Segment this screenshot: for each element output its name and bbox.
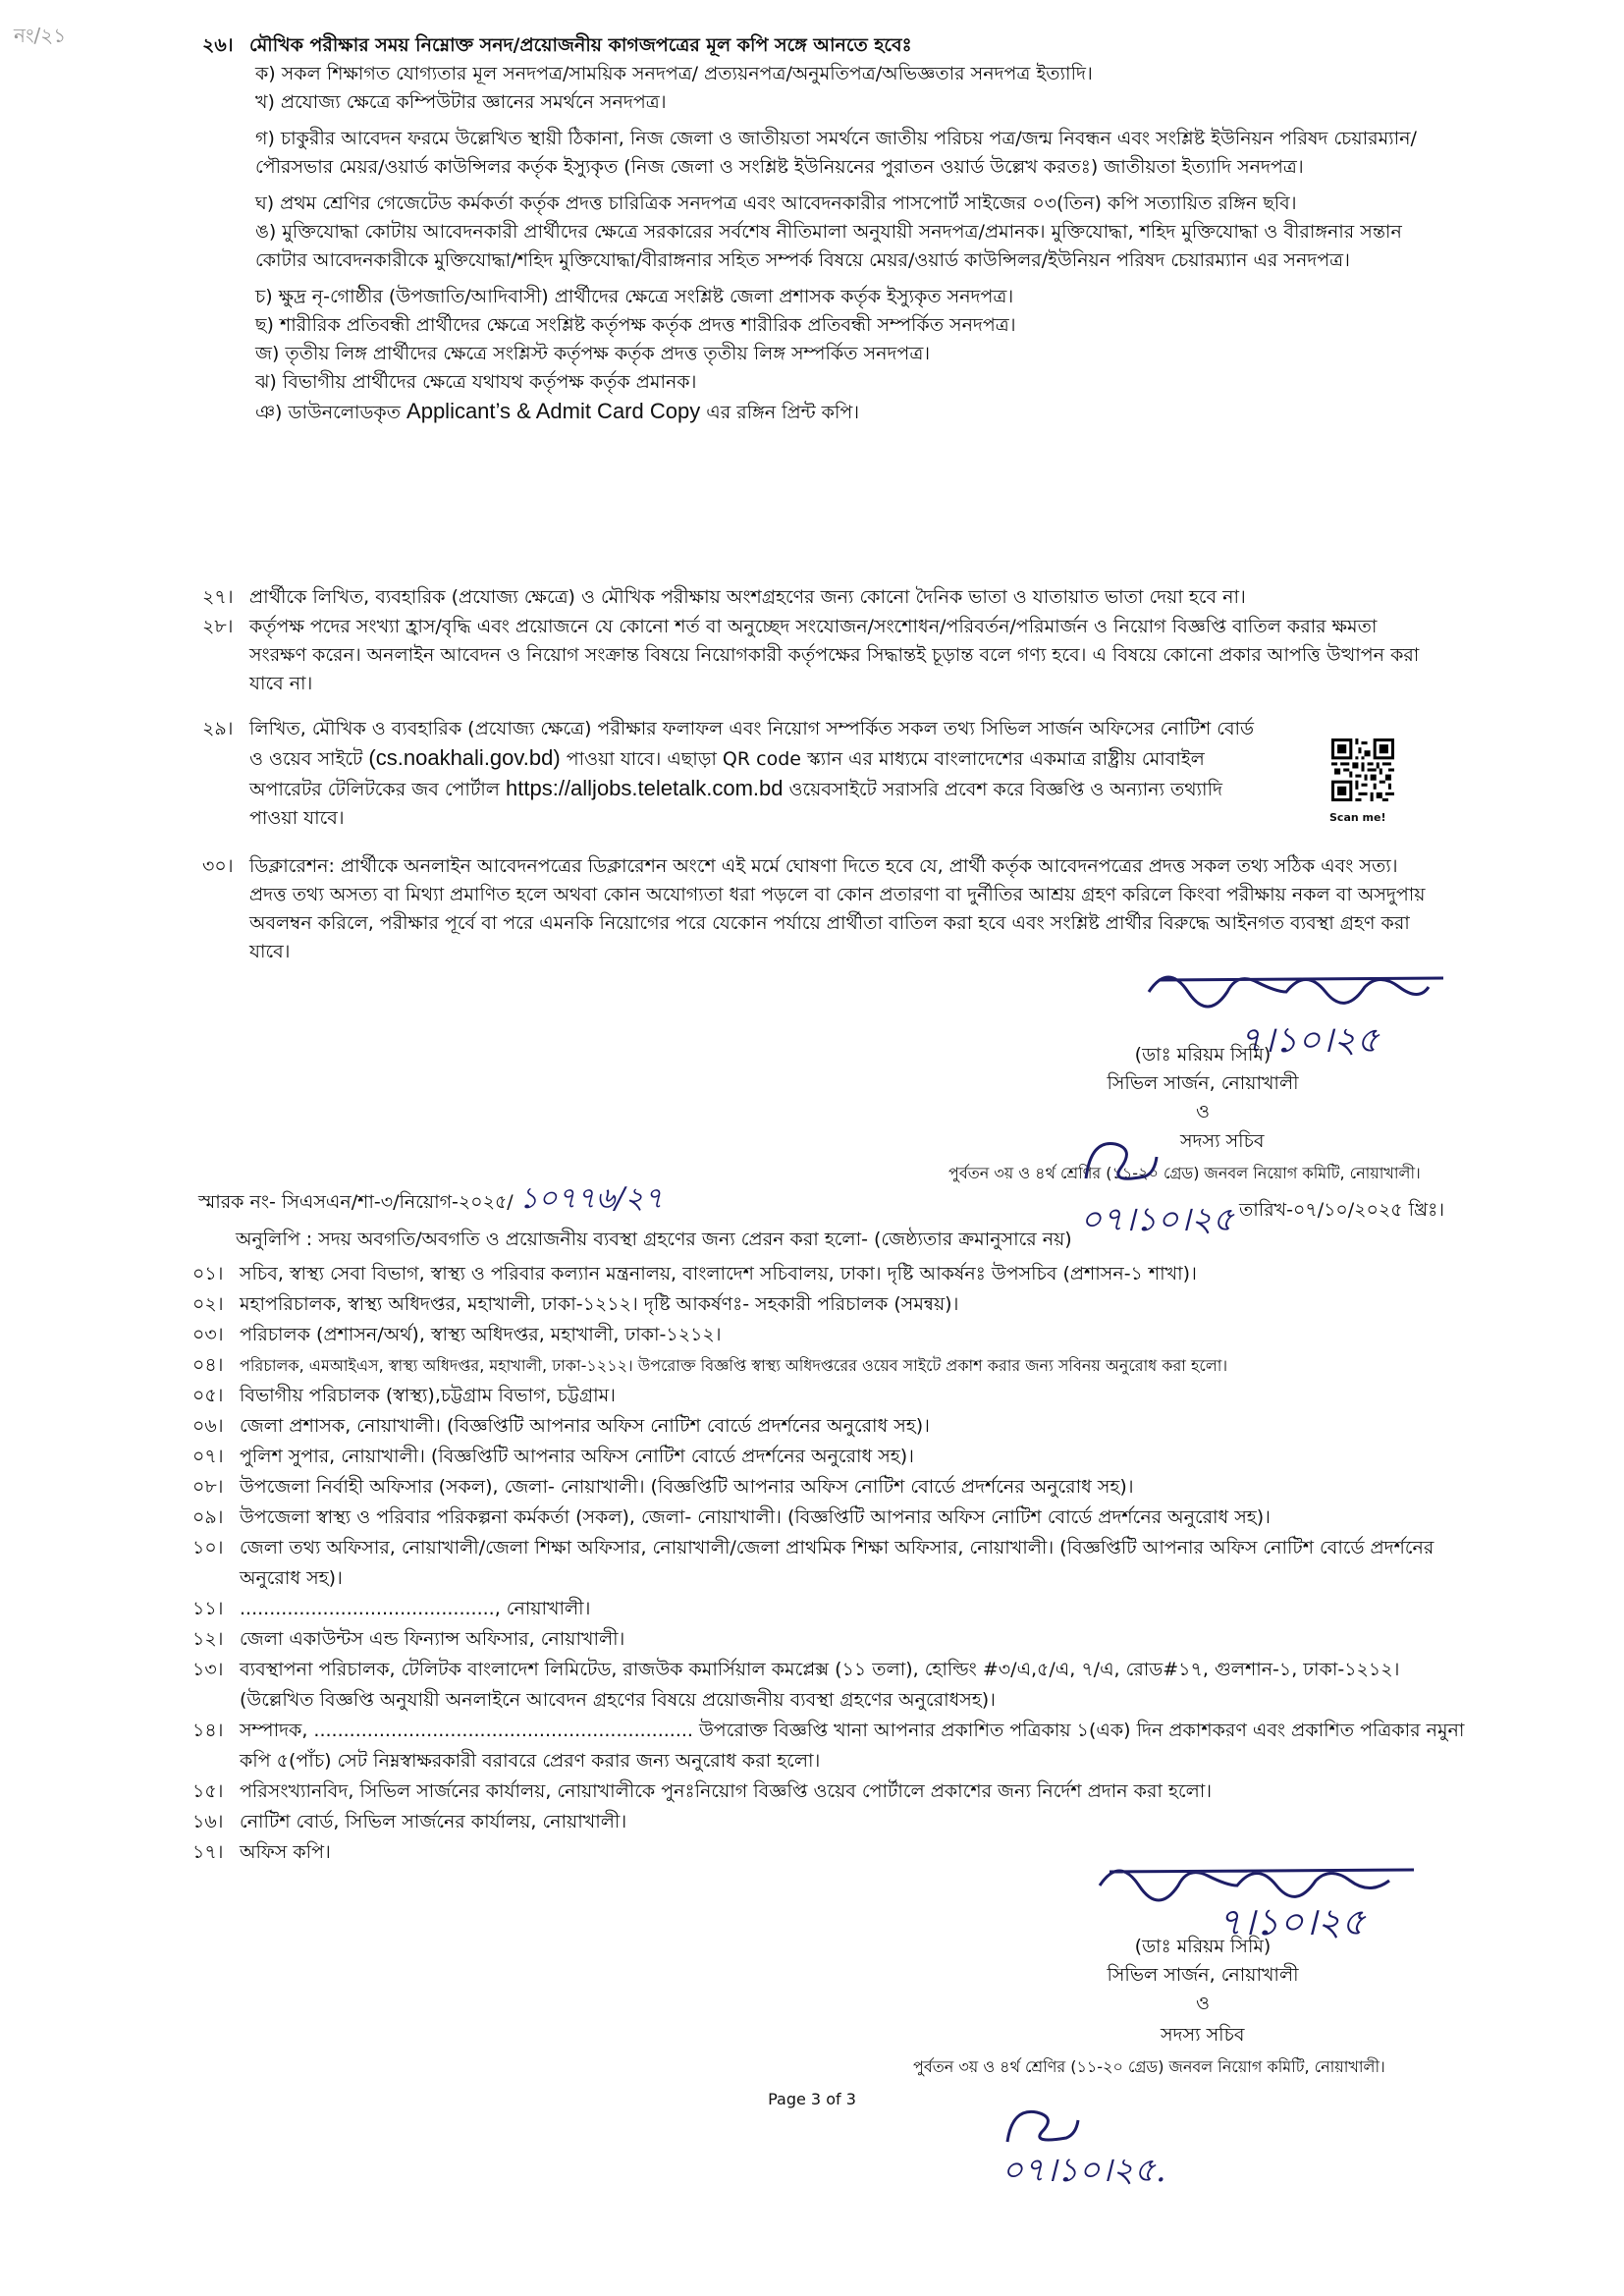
list-item xyxy=(192,1442,1469,1472)
qr-caption: Scan me! xyxy=(1329,811,1386,824)
list-item-number: ০৪। xyxy=(192,1354,224,1376)
item-26 xyxy=(202,31,1439,427)
item-number: ২৭। xyxy=(202,586,234,608)
list-item-text: অফিস কপি। xyxy=(240,1841,331,1863)
item-number: ৩০। xyxy=(202,855,234,877)
item-29 xyxy=(202,715,1272,833)
signatory-committee-1: পুর্বতন ৩য় ও ৪র্থ শ্রেণির (১১-২০ গ্রেড) জনবল নিয়োগ কমিটি, নোয়াখালী। xyxy=(948,1164,1421,1182)
list-item-text: জেলা একাউন্টস এন্ড ফিন্যান্স অফিসার, নোয়াখালী। xyxy=(240,1628,625,1650)
list-item-text: পরিসংখ্যানবিদ, সিভিল সার্জনের কার্যালয়, নোয়াখালীকে পুনঃনিয়োগ বিজ্ঞপ্তি ওয়েব পোর্টালে প্রকাশের জন্য নির্দেশ প্রদান করা হলো। xyxy=(240,1780,1213,1802)
item-text xyxy=(249,715,1272,833)
list-item-number: ০৭। xyxy=(192,1446,224,1467)
initial-signature-1 xyxy=(1076,1129,1164,1198)
list-item-number: ০১। xyxy=(192,1263,224,1285)
item-text: ডিক্লারেশন: প্রার্থীকে অনলাইন আবেদনপত্রের ডিক্লারেশন অংশে এই মর্মে ঘোষণা দিতে হবে যে, প্রার্থী কর্তৃক আবেদনপত্রের প্রদত্ত সকল তথ্য সঠিক এবং সত্য। প্রদত্ত তথ্য অসত্য বা মিথ্যা প্রমাণিত হলে অথবা কোন অযোগ্যতা ধরা পড়লে বা কোন প্রতারণা বা দুর্নীতির আশ্রয় গ্রহণ করিলে কিংবা পরীক্ষায় নকল বা অসদুপায় অবলম্বন করিলে, পরীক্ষার পূর্বে বা পরে এমনকি নিয়োগের পরে যেকোন পর্যায়ে প্রার্থীতা বাতিল করা হবে এবং সংশ্লিষ্ট প্রার্থীর বিরুদ্ধে আইনগত ব্যবস্থা গ্রহণ করা যাবে। xyxy=(249,855,1426,962)
sub-item: ঙ) মুক্তিযোদ্ধা কোটায় আবেদনকারী প্রার্থীদের ক্ষেত্রে সরকারের সর্বশেষ নীতিমালা অনুযায়ী সনদপত্র/প্রমানক। মুক্তিযোদ্ধা, শহিদ মুক্তিযোদ্ধা ও বীরাঙ্গনার সন্তান কোটার আবেদনকারীকে মুক্তিযোদ্ধা/শহিদ মুক্তিযোদ্ধা/বীরাঙ্গনার সহিত সম্পর্ক বিষয়ে মেয়র/ওয়ার্ড কাউন্সিলর/ইউনিয়ন পরিষদ চেয়ারম্যান এর সনদপত্র। xyxy=(255,221,1402,271)
copy-intro: অনুলিপি : সদয় অবগতি/অবগতি ও প্রয়োজনীয় ব্যবস্থা গ্রহণের জন্য প্রেরন করা হলো- (জেষ্ঠ্যতার ক্রমানুসারে নয়) xyxy=(236,1229,1072,1250)
teletalk-jobs-link[interactable]: https://alljobs.teletalk.com.bd xyxy=(506,776,784,800)
sub-item: খ) প্রযোজ্য ক্ষেত্রে কম্পিউটার জ্ঞানের সমর্থনে সনদপত্র। xyxy=(255,91,667,113)
list-item xyxy=(192,1411,1469,1442)
applicant-admit-card-text: Applicant’s & Admit Card Copy xyxy=(406,399,701,423)
list-item xyxy=(192,1503,1469,1533)
list-item xyxy=(192,1777,1469,1807)
signatory-role-2: সদস্য সচিব xyxy=(1161,2024,1245,2046)
list-item xyxy=(192,1472,1469,1503)
item-27 xyxy=(202,583,1439,612)
signature-1-date: ৭।১০।২৫ xyxy=(1239,1020,1380,1061)
list-item xyxy=(192,1716,1469,1777)
list-item-number: ১৪। xyxy=(192,1720,224,1741)
sub-item: ঘ) প্রথম শ্রেণির গেজেটেড কর্মকর্তা কর্তৃক প্রদত্ত চারিত্রিক সনদপত্র এবং আবেদনকারীর পাসপোর্ট সাইজের ০৩(তিন) কপি সত্যায়িত রঙ্গিন ছবি। xyxy=(255,192,1297,214)
sub-item xyxy=(202,397,1439,427)
memo-reference-text: স্মারক নং- সিএসএন/শা-৩/নিয়োগ-২০২৫/ xyxy=(198,1191,514,1213)
list-item-text: বিভাগীয় পরিচালক (স্বাস্থ্য),চট্টগ্রাম বিভাগ, চট্টগ্রাম। xyxy=(240,1385,616,1406)
sub-item: ক) সকল শিক্ষাগত যোগ্যতার মূল সনদপত্র/সাময়িক সনদপত্র/ প্রত্যয়নপত্র/অনুমতিপত্র/অভিজ্ঞতার সনদপত্র ইত্যাদি। xyxy=(255,63,1093,84)
list-item-text: মহাপরিচালক, স্বাস্থ্য অধিদপ্তর, মহাখালী, ঢাকা-১২১২। দৃষ্টি আকর্ষণঃ- সহকারী পরিচালক (সমন্বয়)। xyxy=(240,1293,959,1315)
qr-code-icon[interactable] xyxy=(1331,738,1394,801)
list-item xyxy=(192,1259,1469,1289)
sub-item: ছ) শারীরিক প্রতিবন্ধী প্রার্থীদের ক্ষেত্রে সংশ্লিষ্ট কর্তৃপক্ষ কর্তৃক প্রদত্ত শারীরিক প্রতিবন্ধী সম্পর্কিত সনদপত্র। xyxy=(255,314,1016,336)
item-text-c: ওয়েবসাইটে সরাসরি প্রবেশ করে বিজ্ঞপ্তি ও অন্যান্য তথ্যাদি পাওয়া যাবে। xyxy=(249,779,1222,829)
item-heading: মৌখিক পরীক্ষার সময় নিম্নোক্ত সনদ/প্রয়োজনীয় কাগজপত্রের মূল কপি সঙ্গে আনতে হবেঃ xyxy=(249,34,912,56)
list-item xyxy=(192,1350,1469,1381)
signatory-committee-2: পুর্বতন ৩য় ও ৪র্থ শ্রেণির (১১-২০ গ্রেড) জনবল নিয়োগ কমিটি, নোয়াখালী। xyxy=(913,2057,1385,2076)
initial-date-2: ০৭।১০।২৫. xyxy=(1001,2151,1166,2190)
list-item-text: পরিচালক (প্রশাসন/অর্থ), স্বাস্থ্য অধিদপ্তর, মহাখালী, ঢাকা-১২১২। xyxy=(240,1324,722,1345)
list-item-text: উপজেলা স্বাস্থ্য ও পরিবার পরিকল্পনা কর্মকর্তা (সকল), জেলা- নোয়াখালী। (বিজ্ঞপ্তিটি আপনার অফিস নোটিশ বোর্ডে প্রদর্শনের অনুরোধ সহ)। xyxy=(240,1506,1271,1528)
list-item-number: ১০। xyxy=(192,1537,224,1558)
signatory-and: ও xyxy=(1196,1101,1210,1122)
item-number: ২৯। xyxy=(202,718,234,739)
list-item-number: ১৩। xyxy=(192,1659,224,1680)
list-item-number: ০৫। xyxy=(192,1385,224,1406)
list-item-text: সচিব, স্বাস্থ্য সেবা বিভাগ, স্বাস্থ্য ও পরিবার কল্যান মন্ত্রনালয়, বাংলাদেশ সচিবালয়, ঢাকা। দৃষ্টি আকর্ষনঃ উপসচিব (প্রশাসন-১ শাখা)। xyxy=(240,1263,1197,1285)
list-item-number: ১৫। xyxy=(192,1780,224,1802)
signatory-role-1: সদস্য সচিব xyxy=(1180,1130,1265,1152)
list-item-text: জেলা প্রশাসক, নোয়াখালী। (বিজ্ঞপ্তিটি আপনার অফিস নোটিশ বোর্ডে প্রদর্শনের অনুরোধ সহ)। xyxy=(240,1415,930,1437)
list-item-number: ০৯। xyxy=(192,1506,224,1528)
memo-date: তারিখ-০৭/১০/২০২৫ খ্রিঃ। xyxy=(1239,1199,1445,1221)
memo-reference-handwritten: ১০৭৭৬/২৭ xyxy=(518,1181,664,1216)
item-text: প্রার্থীকে লিখিত, ব্যবহারিক (প্রযোজ্য ক্ষেত্রে) ও মৌখিক পরীক্ষায় অংশগ্রহণের জন্য কোনো দৈনিক ভাতা ও যাতায়াত ভাতা দেয়া হবে না। xyxy=(249,586,1246,608)
list-item xyxy=(192,1594,1469,1624)
list-item-number: ০২। xyxy=(192,1293,224,1315)
corner-stamp-mark: নং/২১ xyxy=(14,24,67,47)
list-item xyxy=(192,1624,1469,1655)
list-item-number: ১২। xyxy=(192,1628,224,1650)
list-item xyxy=(192,1807,1469,1837)
list-item xyxy=(192,1533,1469,1594)
item-number: ২৮। xyxy=(202,616,234,637)
item-text-a: লিখিত, মৌখিক ও ব্যবহারিক (প্রযোজ্য ক্ষেত্রে) পরীক্ষার ফলাফল এবং নিয়োগ সম্পর্কিত সকল তথ্য সিভিল সার্জন অফিসের নোটিশ বোর্ড ও ওয়েব সাইটে xyxy=(249,718,1255,770)
list-item-text: পরিচালক, এমআইএস, স্বাস্থ্য অধিদপ্তর, মহাখালী, ঢাকা-১২১২। উপরোক্ত বিজ্ঞপ্তি স্বাস্থ্য অধিদপ্তরের ওয়েব সাইটে প্রকাশ করার জন্য সবিনয় অনুরোধ করা হলো। xyxy=(240,1356,1228,1375)
copies-list xyxy=(192,1259,1469,1868)
signature-2-date: ৭।১০।২৫ xyxy=(1218,1900,1366,1943)
list-item-text: পুলিশ সুপার, নোয়াখালী। (বিজ্ঞপ্তিটি আপনার অফিস নোটিশ বোর্ডে প্রদর্শনের অনুরোধ সহ)। xyxy=(240,1446,914,1467)
list-item-text: জেলা তথ্য অফিসার, নোয়াখালী/জেলা শিক্ষা অফিসার, নোয়াখালী/জেলা প্রাথমিক শিক্ষা অফিসার, নোয়াখালী। (বিজ্ঞপ্তিটি আপনার অফিস নোটিশ বোর্ডে প্রদর্শনের অনুরোধ সহ)। xyxy=(240,1537,1435,1589)
signatory-block-2 xyxy=(1041,1933,1365,2018)
list-item-text: ব্যবস্থাপনা পরিচালক, টেলিটক বাংলাদেশ লিমিটেড, রাজউক কমার্সিয়াল কমপ্লেক্স (১১ তলা), হোল্ডিং #৩/এ,৫/এ, ৭/এ, রোড#১৭, গুলশান-১, ঢাকা-১২১২। (উল্লেখিত বিজ্ঞপ্তি অনুযায়ী অনলাইনে আবেদন গ্রহণের বিষয়ে প্রয়োজনীয় ব্যবস্থা গ্রহণের অনুরোধসহ)। xyxy=(240,1659,1400,1711)
list-item-number: ০৮। xyxy=(192,1476,224,1498)
item-30 xyxy=(202,852,1439,966)
item-number: ২৬। xyxy=(202,34,234,56)
signatory-name: (ডাঃ মরিয়ম সিমি) xyxy=(1134,1044,1272,1066)
list-item-number: ১৬। xyxy=(192,1811,224,1832)
cs-website-link[interactable]: (cs.noakhali.gov.bd) xyxy=(368,745,561,770)
sub-item: ঝ) বিভাগীয় প্রার্থীদের ক্ষেত্রে যথাযথ কর্তৃপক্ষ কর্তৃক প্রমানক। xyxy=(255,371,697,393)
item-text: কর্তৃপক্ষ পদের সংখ্যা হ্রাস/বৃদ্ধি এবং প্রয়োজনে যে কোনো শর্ত বা অনুচ্ছেদ সংযোজন/সংশোধন/পরিবর্তন/পরিমার্জন ও নিয়োগ বিজ্ঞপ্তি বাতিল করার ক্ষমতা সংরক্ষণ করেন। অনলাইন আবেদন ও নিয়োগ সংক্রান্ত বিষয়ে নিয়োগকারী কর্তৃপক্ষের সিদ্ধান্তই চূড়ান্ত বলে গণ্য হবে। এ বিষয়ে কোনো প্রকার আপত্তি উত্থাপন করা যাবে না। xyxy=(249,616,1420,694)
sub-item-suffix: এর রঙ্গিন প্রিন্ট কপি। xyxy=(700,402,860,423)
list-item xyxy=(192,1655,1469,1716)
signatory-block-1 xyxy=(1041,1041,1365,1126)
sub-item: চ) ক্ষুদ্র নৃ-গোষ্ঠীর (উপজাতি/আদিবাসী) প্রার্থীদের ক্ষেত্রে সংশ্লিষ্ট জেলা প্রশাসক কর্তৃক ইস্যুকৃত সনদপত্র। xyxy=(255,286,1014,307)
list-item xyxy=(192,1289,1469,1320)
memo-reference xyxy=(198,1181,886,1217)
list-item-text: নোটিশ বোর্ড, সিভিল সার্জনের কার্যালয়, নোয়াখালী। xyxy=(240,1811,627,1832)
list-item xyxy=(192,1381,1469,1411)
sub-item: গ) চাকুরীর আবেদন ফরমে উল্লেখিত স্থায়ী ঠিকানা, নিজ জেলা ও জাতীয়তা সমর্থনে জাতীয় পরিচয় পত্র/জন্ম নিবন্ধন এবং সংশ্লিষ্ট ইউনিয়ন পরিষদ চেয়ারম্যান/পৌরসভার মেয়র/ওয়ার্ড কাউন্সিলর কর্তৃক ইস্যুকৃত (নিজ জেলা ও সংশ্লিষ্ট ইউনিয়নের পুরাতন ওয়ার্ড উল্লেখ করতঃ) জাতীয়তা ইত্যাদি সনদপত্র। xyxy=(255,128,1417,178)
list-item-number: ০৬। xyxy=(192,1415,224,1437)
sub-item: জ) তৃতীয় লিঙ্গ প্রার্থীদের ক্ষেত্রে সংশ্লিস্ট কর্তৃপক্ষ কর্তৃক প্রদত্ত তৃতীয় লিঙ্গ সম্পর্কিত সনদপত্র। xyxy=(255,343,931,364)
initial-date-1: ০৭।১০।২৫ xyxy=(1080,1200,1234,1239)
list-item-number: ০৩। xyxy=(192,1324,224,1345)
list-item-text: সম্পাদক, ................................................................ উপরোক্ত বিজ্ঞপ্তি খানা আপনার প্রকাশিত পত্রিকায় ১(এক) দিন প্রকাশকরণ এবং প্রকাশিত পত্রিকার নমুনা কপি ৫(পাঁচ) সেট নিম্নস্বাক্ষরকারী বরাবরে প্রেরণ করার জন্য অনুরোধ করা হলো। xyxy=(240,1720,1465,1772)
list-item-number: ১৭। xyxy=(192,1841,224,1863)
list-item xyxy=(192,1320,1469,1350)
page-number: Page 3 of 3 xyxy=(768,2090,856,2108)
signatory-name: (ডাঃ মরিয়ম সিমি) xyxy=(1134,1936,1272,1957)
sub-item-prefix: ঞ) ডাউনলোডকৃত xyxy=(255,402,407,423)
signatory-and: ও xyxy=(1196,1993,1210,2014)
signatory-title: সিভিল সার্জন, নোয়াখালী xyxy=(1107,1964,1299,1986)
item-text-b: পাওয়া যাবে। এছাড়া QR code স্ক্যান এর মাধ্যমে বাংলাদেশের একমাত্র রাষ্ট্রীয় মোবাইল অপারেটর টেলিটকের জব পোর্টাল xyxy=(249,748,1205,800)
list-item-text: ..........................................., নোয়াখালী। xyxy=(240,1598,591,1619)
signatory-title: সিভিল সার্জন, নোয়াখালী xyxy=(1107,1072,1299,1094)
list-item-number: ১১। xyxy=(192,1598,224,1619)
item-28 xyxy=(202,613,1439,698)
list-item-text: উপজেলা নির্বাহী অফিসার (সকল), জেলা- নোয়াখালী। (বিজ্ঞপ্তিটি আপনার অফিস নোটিশ বোর্ডে প্রদর্শনের অনুরোধ সহ)। xyxy=(240,1476,1134,1498)
